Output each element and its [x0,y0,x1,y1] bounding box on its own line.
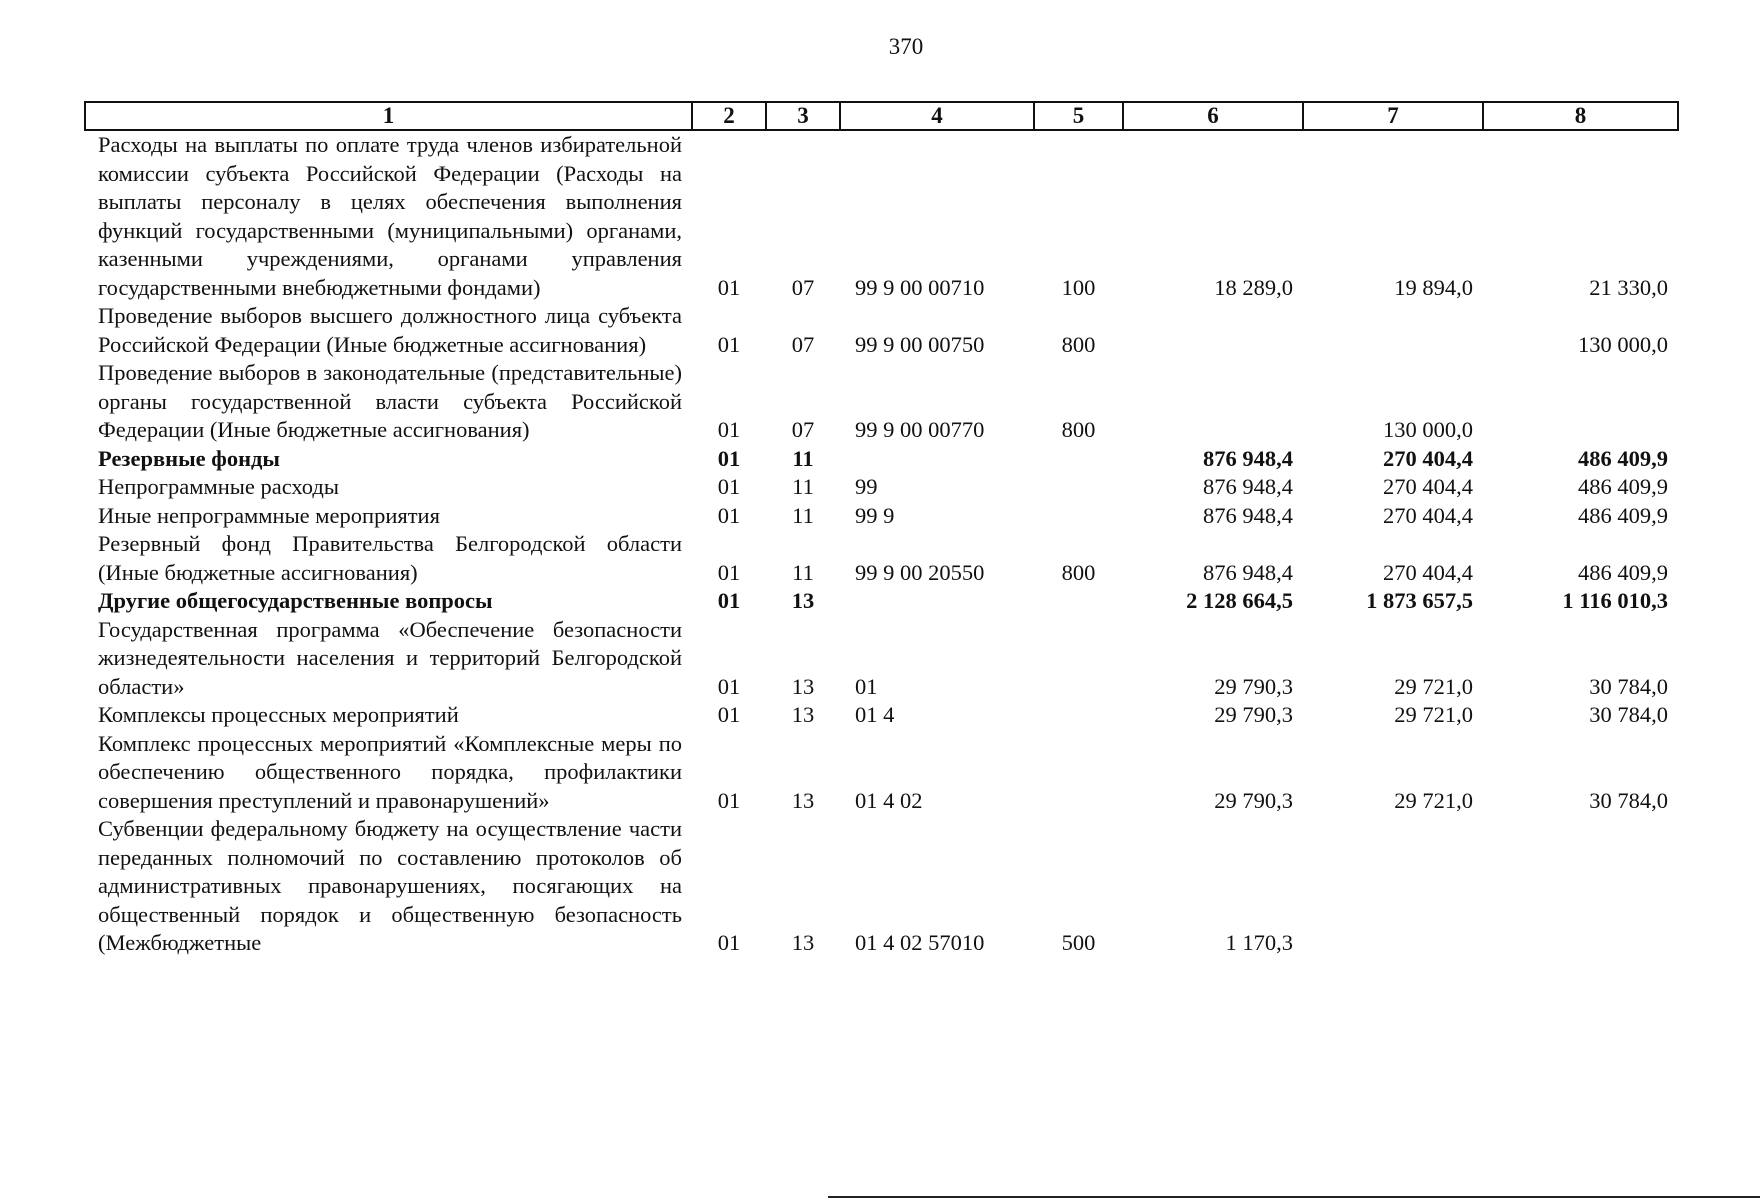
target-article-code: 99 9 00 20550 [855,559,985,585]
expense-type-code: 100 [1061,274,1096,300]
amount-col-7: 270 404,4 [1383,559,1473,585]
subsection-code: 07 [791,417,815,442]
amount-col-7: 270 404,4 [1383,445,1473,471]
column-header-2: 2 [692,102,766,130]
expense-type-code: 800 [1061,331,1096,357]
table-row [85,587,1678,616]
expense-type-code [1034,701,1123,730]
expense-type-code: 500 [1061,930,1096,955]
amount-col-6: 29 790,3 [1214,787,1293,813]
table-row [85,445,1678,474]
expense-type-code [1034,445,1123,474]
table-row [85,730,1678,816]
subsection-code: 13 [791,787,815,813]
row-name: Резервный фонд Правительства Белгородской области (Иные бюджетные ассигнования) [98,531,682,585]
row-name: Государственная программа «Обеспечение безопасности жизнедеятельности населения и территорий Белгородской области» [98,616,682,699]
amount-col-8: 30 784,0 [1589,673,1668,699]
expense-type-code [1034,502,1123,531]
amount-col-7: 270 404,4 [1383,474,1473,499]
table-row [85,359,1678,445]
amount-col-6: 876 948,4 [1203,445,1293,471]
section-code: 01 [717,331,741,357]
column-header-4: 4 [840,102,1034,130]
amount-col-7: 29 721,0 [1394,702,1473,727]
header-row [85,102,1678,130]
expense-type-code [1034,730,1123,816]
table-row [85,616,1678,702]
table-row [85,815,1678,958]
table-row [85,701,1678,730]
subsection-code: 07 [791,274,815,300]
section-code: 01 [717,787,741,813]
subsection-code: 11 [792,502,814,528]
section-code: 01 [717,588,741,613]
section-code: 01 [717,702,741,727]
amount-col-6: 876 948,4 [1203,474,1293,499]
target-article-code: 01 [855,673,878,699]
amount-col-8: 130 000,0 [1578,331,1668,357]
row-name: Комплекс процессных мероприятий «Комплексные меры по обеспечению общественного порядка, профилактики совершения преступлений и правонарушений» [98,730,682,813]
amount-col-6: 29 790,3 [1214,673,1293,699]
amount-col-6 [1123,359,1303,445]
table-body [85,130,1678,958]
row-name: Комплексы процессных мероприятий [98,702,459,727]
amount-col-7 [1303,302,1483,359]
target-article-code: 99 [855,474,878,499]
amount-col-6: 18 289,0 [1214,274,1293,300]
column-header-1: 1 [85,102,692,130]
table-row [85,130,1678,302]
amount-col-7: 29 721,0 [1394,673,1473,699]
column-header-3: 3 [766,102,840,130]
amount-col-8: 21 330,0 [1589,274,1668,300]
bottom-divider [828,1196,1760,1198]
section-code: 01 [717,559,741,585]
amount-col-8 [1483,359,1678,445]
section-code: 01 [717,673,741,699]
section-code: 01 [717,930,741,955]
row-name: Непрограммные расходы [98,474,339,499]
column-header-6: 6 [1123,102,1303,130]
row-name: Резервные фонды [98,445,280,471]
section-code: 01 [717,502,741,528]
amount-col-8: 30 784,0 [1589,787,1668,813]
subsection-code: 11 [792,559,814,585]
target-article-code [840,587,1034,616]
amount-col-8 [1483,815,1678,958]
column-header-8: 8 [1483,102,1678,130]
page-number: 370 [888,34,924,59]
amount-col-7 [1303,815,1483,958]
subsection-code: 13 [791,930,815,955]
subsection-code: 11 [792,474,814,499]
target-article-code: 01 4 02 [855,787,923,813]
amount-col-6: 876 948,4 [1203,559,1293,585]
row-name: Расходы на выплаты по оплате труда членов избирательной комиссии субъекта Российской Федерации (Расходы на выплаты персоналу в целях обеспечения выполнения функций государственными (муниципальными) органами, казенными учреждениями, органами управления государственными внебюджетными фондами) [98,132,682,300]
target-article-code [840,445,1034,474]
subsection-code: 07 [791,331,815,357]
section-code: 01 [717,274,741,300]
row-name: Другие общегосударственные вопросы [98,588,493,613]
amount-col-7: 270 404,4 [1383,502,1473,528]
target-article-code: 99 9 00 00750 [855,331,985,357]
amount-col-8: 486 409,9 [1578,445,1668,471]
amount-col-8: 486 409,9 [1578,502,1668,528]
amount-col-8: 486 409,9 [1578,559,1668,585]
amount-col-8: 30 784,0 [1589,702,1668,727]
section-code: 01 [717,445,741,471]
amount-col-6: 1 170,3 [1225,930,1293,955]
expense-type-code: 800 [1061,417,1096,442]
row-name: Проведение выборов высшего должностного лица субъекта Российской Федерации (Иные бюджетные ассигнования) [98,303,682,357]
target-article-code: 99 9 [855,502,895,528]
amount-col-8: 486 409,9 [1578,474,1668,499]
section-code: 01 [717,474,741,499]
subsection-code: 13 [791,702,815,727]
amount-col-6: 2 128 664,5 [1186,588,1293,613]
budget-table [84,101,1679,958]
amount-col-7: 29 721,0 [1394,787,1473,813]
expense-type-code [1034,473,1123,502]
expense-type-code [1034,616,1123,702]
table-row [85,473,1678,502]
amount-col-6 [1123,302,1303,359]
expense-type-code [1034,587,1123,616]
amount-col-6: 29 790,3 [1214,702,1293,727]
target-article-code: 99 9 00 00710 [855,274,985,300]
subsection-code: 13 [791,588,815,613]
amount-col-7: 1 873 657,5 [1366,588,1473,613]
target-article-code: 01 4 [855,702,895,727]
amount-col-6: 876 948,4 [1203,502,1293,528]
section-code: 01 [717,417,741,442]
column-header-7: 7 [1303,102,1483,130]
expense-type-code: 800 [1061,559,1096,585]
row-name: Субвенции федеральному бюджету на осуществление части переданных полномочий по составлению протоколов об административных правонарушениях, посягающих на общественный порядок и общественную безопасность (Межбюджетные [98,816,682,955]
table-row [85,502,1678,531]
table-row [85,530,1678,587]
column-header-5: 5 [1034,102,1123,130]
table-row [85,302,1678,359]
amount-col-8: 1 116 010,3 [1562,588,1668,613]
subsection-code: 11 [792,445,814,471]
subsection-code: 13 [791,673,815,699]
amount-col-7: 19 894,0 [1394,274,1473,300]
row-name: Иные непрограммные мероприятия [98,502,440,528]
amount-col-7: 130 000,0 [1383,417,1473,442]
target-article-code: 01 4 02 57010 [855,930,985,955]
target-article-code: 99 9 00 00770 [855,417,985,442]
row-name: Проведение выборов в законодательные (представительные) органы государственной власти субъекта Российской Федерации (Иные бюджетные ассигнования) [98,360,682,442]
